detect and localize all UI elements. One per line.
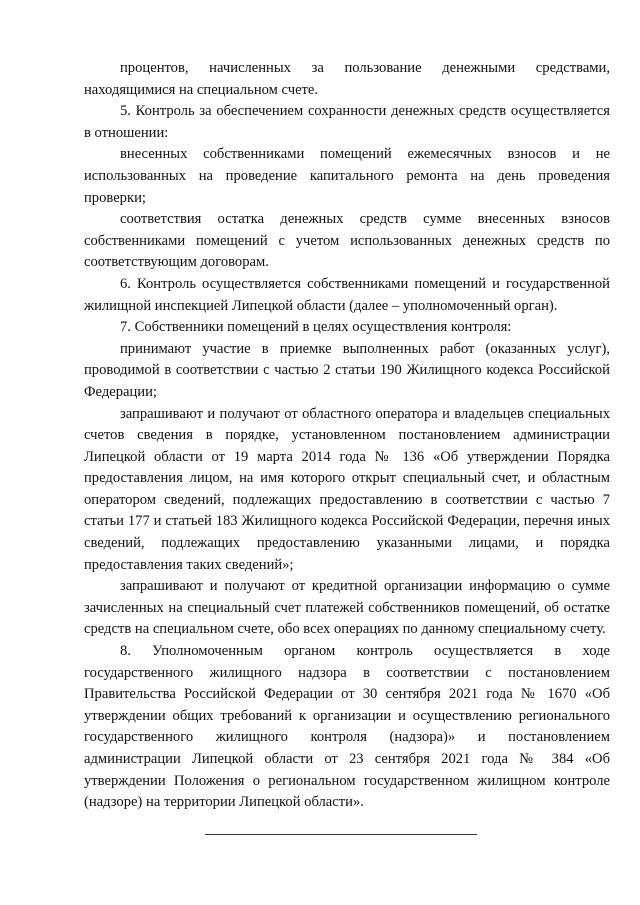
- paragraph-item-7-request-operator: запрашивают и получают от областного оператора и владельцев специальных счетов сведения в порядке, установленном постановлением администрации Липецкой области от 19 марта 2014 года № 136 «Об утверждении Порядка предоставления лицом, на имя которого открыт специальный счет, и областным оператором сведений, подлежащих предоставлению в соответствии с частью 7 статьи 177 и статьей 183 Жилищного кодекса Российской Федерации, перечня иных сведений, подлежащих предоставлению указанными лицами, и порядка предоставления таких сведений»;: [84, 405, 610, 573]
- document-body: [84, 58, 610, 814]
- paragraph-item-7-request-bank: запрашивают и получают от кредитной организации информацию о сумме зачисленных на специальный счет платежей собственников помещений, об остатке средств на специальном счете, обо всех операциях по данному специальному счету.: [84, 578, 610, 638]
- paragraph-item-6: 6. Контроль осуществляется собственниками помещений и государственной жилищной инспекцией Липецкой области (далее – уполномоченный орган).: [84, 275, 610, 314]
- paragraph-item-5: 5. Контроль за обеспечением сохранности денежных средств осуществляется в отношении:: [84, 103, 610, 141]
- paragraph-item-5-balance: соответствия остатка денежных средств сумме внесенных взносов собственниками помещений с учетом использованных денежных средств по соответствующим договорам.: [84, 211, 610, 271]
- paragraph-item-8: 8. Уполномоченным органом контроль осуществляется в ходе государственного жилищного надзора в соответствии с постановлением Правительства Российской Федерации от 30 сентября 2021 года № 1670 «Об утверждении общих требований к организации и осуществлению регионального государственного жилищного контроля (надзора)» и постановлением администрации Липецкой области от 23 сентября 2021 года № 384 «Об утверждении Положения о региональном государственном жилищном контроле (надзоре) на территории Липецкой области».: [84, 643, 610, 811]
- paragraph-interest-continuation: процентов, начисленных за пользование денежными средствами, находящимися на специальном счете.: [84, 60, 610, 98]
- paragraph-item-5-contributions: внесенных собственниками помещений ежемесячных взносов и не использованных на проведение капитального ремонта на день проведения проверки;: [84, 146, 610, 206]
- paragraph-item-7: 7. Собственники помещений в целях осуществления контроля:: [120, 319, 512, 336]
- closing-divider-line: [205, 834, 477, 835]
- paragraph-item-7-acceptance: принимают участие в приемке выполненных работ (оказанных услуг), проводимой в соответствии с частью 2 статьи 190 Жилищного кодекса Российской Федерации;: [84, 340, 610, 400]
